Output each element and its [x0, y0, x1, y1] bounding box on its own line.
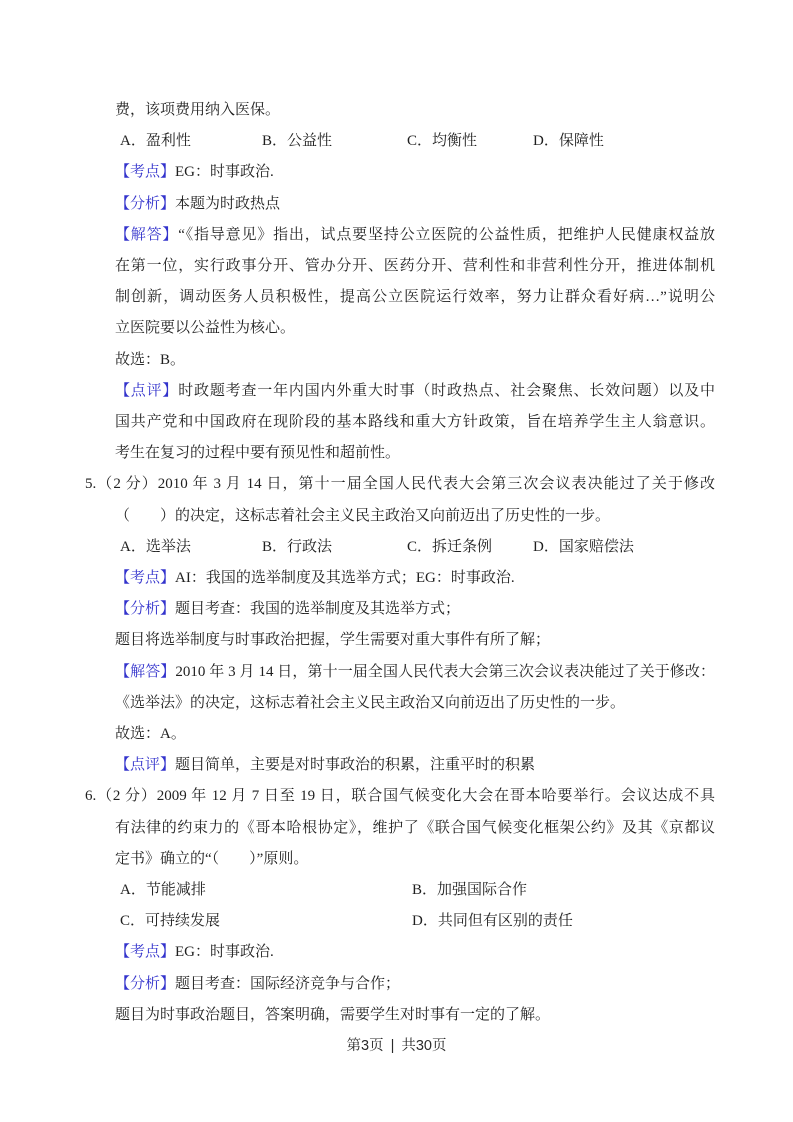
text-line: 题目将选举制度与时事政治把握，学生需要对重大事件有所了解；	[115, 632, 551, 649]
annotation-tag: 【点评】	[115, 382, 179, 399]
annotation-tag: 【考点】	[115, 164, 176, 181]
option-c: C．拆迁条例	[407, 538, 493, 555]
option-c: C．均衡性	[407, 133, 478, 150]
annotation-text: “《指导意见》指出，试点要坚持公立医院的公益性质，把维护人民健康权益放	[178, 226, 715, 243]
options-row	[115, 875, 715, 906]
page-separator: |	[390, 1038, 395, 1054]
annotation-tag: 【考点】	[115, 944, 176, 961]
text-line: 国共产党和中国政府在现阶段的基本路线和重大方针政策，旨在培养学生主人翁意识。	[115, 414, 715, 431]
annotation-line	[115, 157, 715, 188]
annotation-line	[115, 220, 715, 251]
annotation-line	[115, 376, 715, 407]
text-line: 有法律的约束力的《哥本哈根协定》，维护了《联合国气候变化框架公约》及其《京都议	[115, 819, 715, 836]
text-line: 故选：B。	[115, 351, 186, 368]
options-row	[115, 532, 715, 563]
text-line: 定书》确立的“（ ）”原则。	[115, 850, 309, 867]
option-a: A．选举法	[120, 538, 191, 555]
option-b: B．公益性	[262, 133, 333, 150]
annotation-tag: 【解答】	[115, 663, 176, 680]
question-start-line: 6.（2 分）2009 年 12 月 7 日至 19 日，联合国气候变化大会在哥本哈要举行。会议达成不具	[85, 788, 715, 805]
annotation-text: AI：我国的选举制度及其选举方式；EG：时事政治.	[175, 570, 515, 587]
annotation-line	[115, 189, 715, 220]
annotation-line	[115, 657, 715, 688]
text-line: 故选：A。	[115, 726, 186, 743]
annotation-tag: 【解答】	[115, 226, 179, 243]
text-line: 《选举法》的决定，这标志着社会主义民主政治又向前迈出了历史性的一步。	[115, 694, 626, 711]
text-line: 题目为时事政治题目，答案明确，需要学生对时事有一定的了解。	[115, 1006, 551, 1023]
annotation-text: EG：时事政治.	[175, 944, 274, 961]
annotation-line	[115, 563, 715, 594]
annotation-line	[115, 937, 715, 968]
annotation-tag: 【考点】	[115, 570, 176, 587]
question-start-line: 5.（2 分）2010 年 3 月 14 日，第十一届全国人民代表大会第三次会议表决能过了关于修改	[85, 476, 715, 493]
annotation-text: 时政题考查一年内国内外重大时事（时政热点、社会聚焦、长效问题）以及中	[178, 382, 715, 399]
current-page-number: 第3页	[346, 1038, 384, 1054]
option-c: C．可持续发展	[120, 913, 221, 930]
option-b: B．行政法	[262, 538, 333, 555]
text-line: 立医院要以公益性为核心。	[115, 320, 296, 337]
option-b: B．加强国际合作	[412, 882, 528, 899]
annotation-tag: 【分析】	[115, 195, 176, 212]
options-row	[115, 126, 715, 157]
annotation-text: 本题为时政热点	[175, 195, 281, 212]
option-a: A．盈利性	[120, 133, 191, 150]
text-line: 费，该项费用纳入医保。	[115, 102, 281, 118]
annotation-line	[115, 969, 715, 1000]
option-d: D．国家赔偿法	[533, 538, 634, 555]
annotation-tag: 【分析】	[115, 975, 176, 992]
annotation-tag: 【分析】	[115, 601, 176, 618]
annotation-text: EG：时事政治.	[175, 164, 274, 181]
annotation-line	[115, 594, 715, 625]
annotation-text: 题目考查：我国的选举制度及其选举方式；	[175, 601, 461, 618]
annotation-text: 题目简单，主要是对时事政治的积累，注重平时的积累	[175, 757, 536, 774]
text-line: 考生在复习的过程中要有预见性和超前性。	[115, 445, 401, 462]
annotation-text: 2010 年 3 月 14 日，第十一届全国人民代表大会第三次会议表决能过了关于修改：	[175, 663, 715, 680]
options-row	[115, 906, 715, 937]
total-page-count: 共30页	[401, 1038, 447, 1054]
annotation-line	[115, 750, 715, 781]
text-line: （ ）的决定，这标志着社会主义民主政治又向前迈出了历史性的一步。	[115, 507, 611, 524]
annotation-tag: 【点评】	[115, 757, 176, 774]
annotation-text: 题目考查：国际经济竞争与合作；	[175, 975, 401, 992]
text-line: 制创新，调动医务人员积极性，提高公立医院运行效率，努力让群众看好病…”说明公	[115, 289, 715, 306]
option-a: A．节能减排	[120, 882, 206, 899]
document-body	[85, 95, 715, 1031]
page-footer	[0, 1036, 793, 1056]
option-d: D．共同但有区别的责任	[412, 913, 573, 930]
option-d: D．保障性	[533, 133, 604, 150]
text-line: 在第一位，实行政事分开、管办分开、医药分开、营利性和非营利性分开，推进体制机	[115, 258, 715, 275]
